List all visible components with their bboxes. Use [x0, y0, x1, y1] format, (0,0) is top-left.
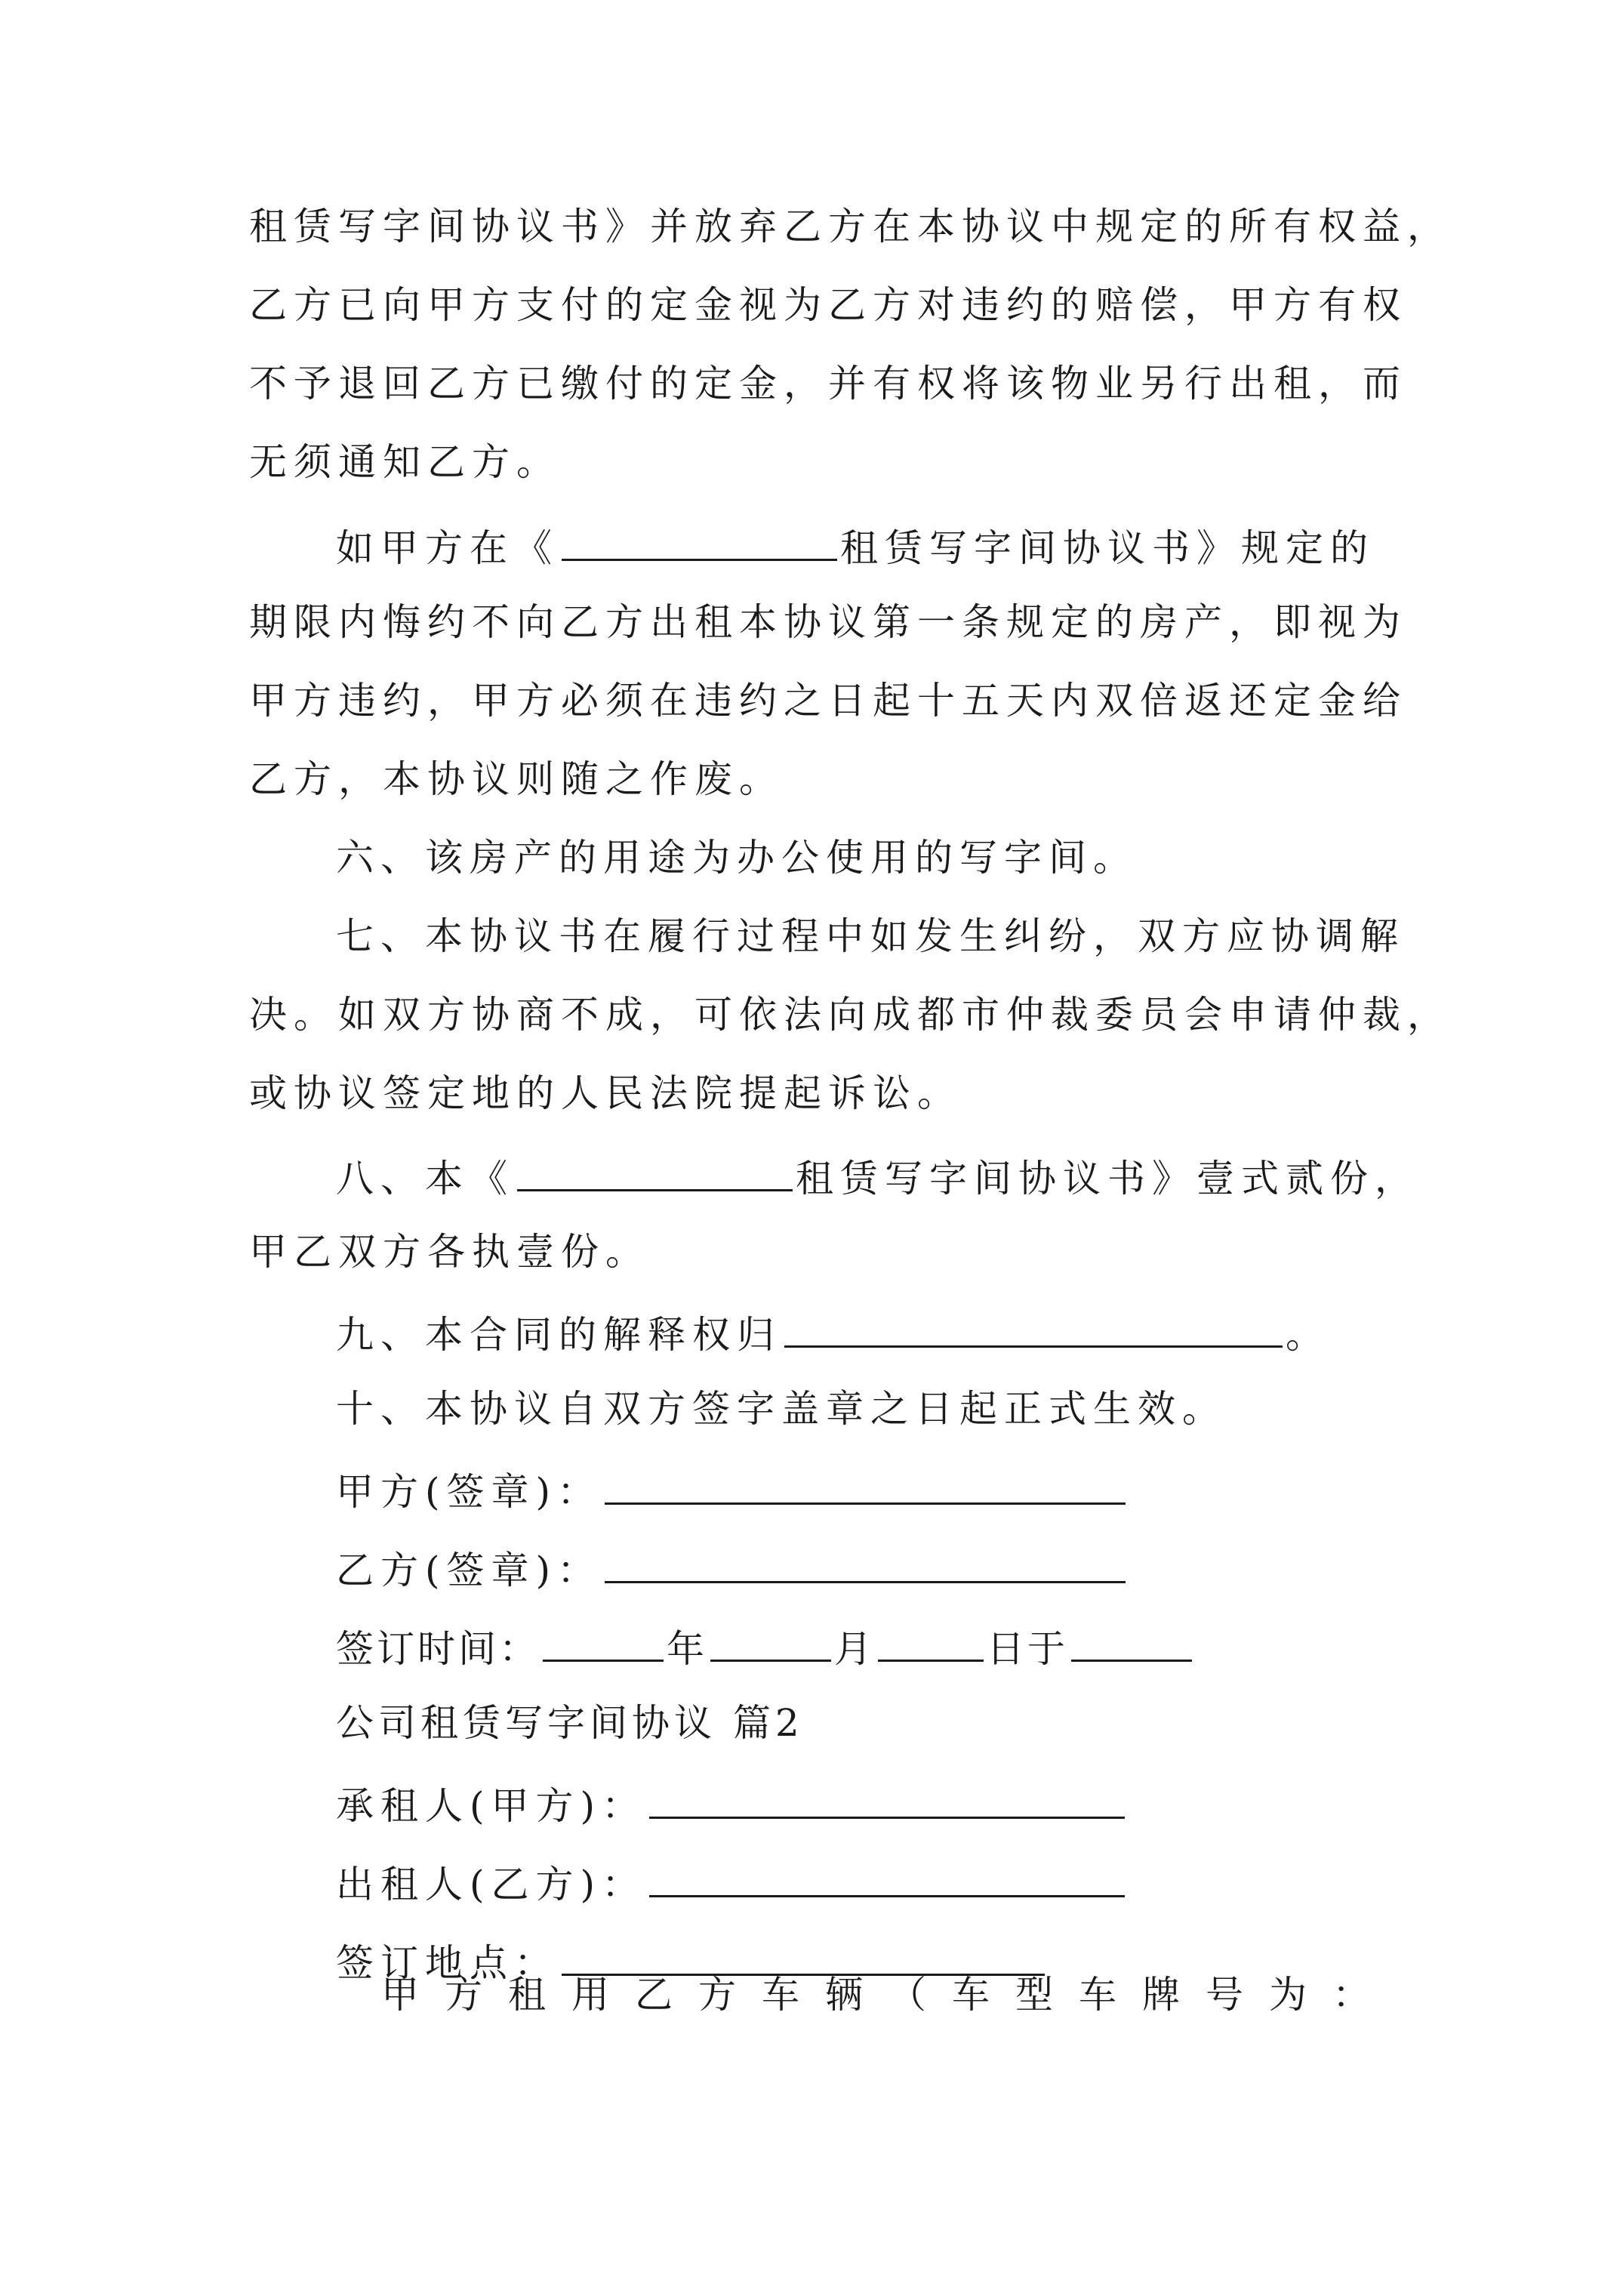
- fill-in-blank[interactable]: [517, 1151, 793, 1191]
- lessor-blank[interactable]: [649, 1857, 1125, 1897]
- char: 为: [1269, 1973, 1307, 2017]
- field-label: 签订时间：: [336, 1627, 540, 1671]
- field-label: 承租人(甲方)：: [336, 1784, 647, 1828]
- char: 车: [952, 1973, 990, 2017]
- text-segment: 如甲方在《: [336, 526, 559, 570]
- text-segment: 租赁写字间协议书》规定的: [840, 526, 1375, 570]
- party-a-signature: [336, 1465, 1129, 1515]
- field-label: 甲方(签章)：: [336, 1470, 602, 1514]
- text-segment: 租赁写字间协议书》壹式贰份，: [796, 1157, 1419, 1200]
- field-label: 乙方(签章)：: [336, 1549, 602, 1592]
- month-label: 月: [834, 1627, 875, 1671]
- text-segment: 。: [1286, 1313, 1330, 1357]
- char: 号: [1206, 1973, 1243, 2017]
- text-line: [336, 521, 1375, 571]
- signature-blank[interactable]: [605, 1543, 1126, 1583]
- text-line: 或协议签定地的人民法院提起诉讼。: [249, 1071, 962, 1115]
- char: 车: [1079, 1973, 1116, 2017]
- text-line: 乙方，本协议则随之作废。: [249, 757, 784, 801]
- text-line: 乙方已向甲方支付的定金视为乙方对违约的赔偿，甲方有权: [249, 283, 1407, 327]
- char: 方: [698, 1973, 736, 2017]
- place-blank[interactable]: [1071, 1622, 1192, 1662]
- char: 牌: [1142, 1973, 1180, 2017]
- section-heading: 公司租赁写字间协议 篇2: [336, 1701, 804, 1745]
- day-blank[interactable]: [878, 1622, 984, 1662]
- clause-nine: [336, 1308, 1330, 1358]
- text-line: 租赁写字间协议书》并放弃乙方在本协议中规定的所有权益，: [249, 205, 1452, 248]
- signing-date: [336, 1622, 1195, 1672]
- text-line: 无须通知乙方。: [249, 440, 561, 484]
- char: 型: [1015, 1973, 1053, 2017]
- text-line: 决。如双方协商不成，可依法向成都市仲裁委员会申请仲裁，: [249, 993, 1452, 1037]
- char: 方: [445, 1973, 482, 2017]
- text-line: 甲方违约，甲方必须在违约之日起十五天内双倍返还定金给: [249, 679, 1407, 723]
- text-segment: 九、本合同的解释权归: [336, 1313, 781, 1357]
- lessee-field: [336, 1779, 1128, 1829]
- place-blank[interactable]: [562, 1936, 1045, 1976]
- char: 车: [762, 1973, 799, 2017]
- char: 甲: [381, 1973, 419, 2017]
- char: 乙: [635, 1973, 673, 2017]
- text-line: 甲乙双方各执壹份。: [249, 1230, 650, 1274]
- spread-text-line: [381, 1972, 1370, 2017]
- field-label: 签订地点：: [336, 1941, 559, 1985]
- char: 用: [571, 1973, 609, 2017]
- clause-ten: 十、本协议自双方签字盖章之日起正式生效。: [336, 1387, 1227, 1431]
- clause-eight: [336, 1151, 1419, 1201]
- party-b-signature: [336, 1543, 1129, 1593]
- clause-seven: 七、本协议书在履行过程中如发生纠纷，双方应协调解: [336, 914, 1405, 958]
- clause-six: 六、该房产的用途为办公使用的写字间。: [336, 836, 1138, 880]
- field-label: 出租人(乙方)：: [336, 1863, 647, 1906]
- lessee-blank[interactable]: [649, 1779, 1125, 1819]
- day-label: 日于: [987, 1627, 1068, 1671]
- char: （: [888, 1973, 926, 2017]
- fill-in-blank[interactable]: [562, 521, 837, 561]
- text-line: 不予退回乙方已缴付的定金，并有权将该物业另行出租，而: [249, 362, 1407, 405]
- lessor-field: [336, 1857, 1128, 1907]
- year-label: 年: [667, 1627, 707, 1671]
- char: 租: [508, 1973, 546, 2017]
- char: 辆: [825, 1973, 863, 2017]
- fill-in-blank[interactable]: [784, 1308, 1283, 1348]
- year-blank[interactable]: [543, 1622, 664, 1662]
- text-segment: 八、本《: [336, 1157, 514, 1200]
- char: ：: [1332, 1973, 1370, 2017]
- signature-blank[interactable]: [605, 1465, 1126, 1505]
- text-line: 期限内悔约不向乙方出租本协议第一条规定的房产，即视为: [249, 600, 1407, 644]
- month-blank[interactable]: [710, 1622, 831, 1662]
